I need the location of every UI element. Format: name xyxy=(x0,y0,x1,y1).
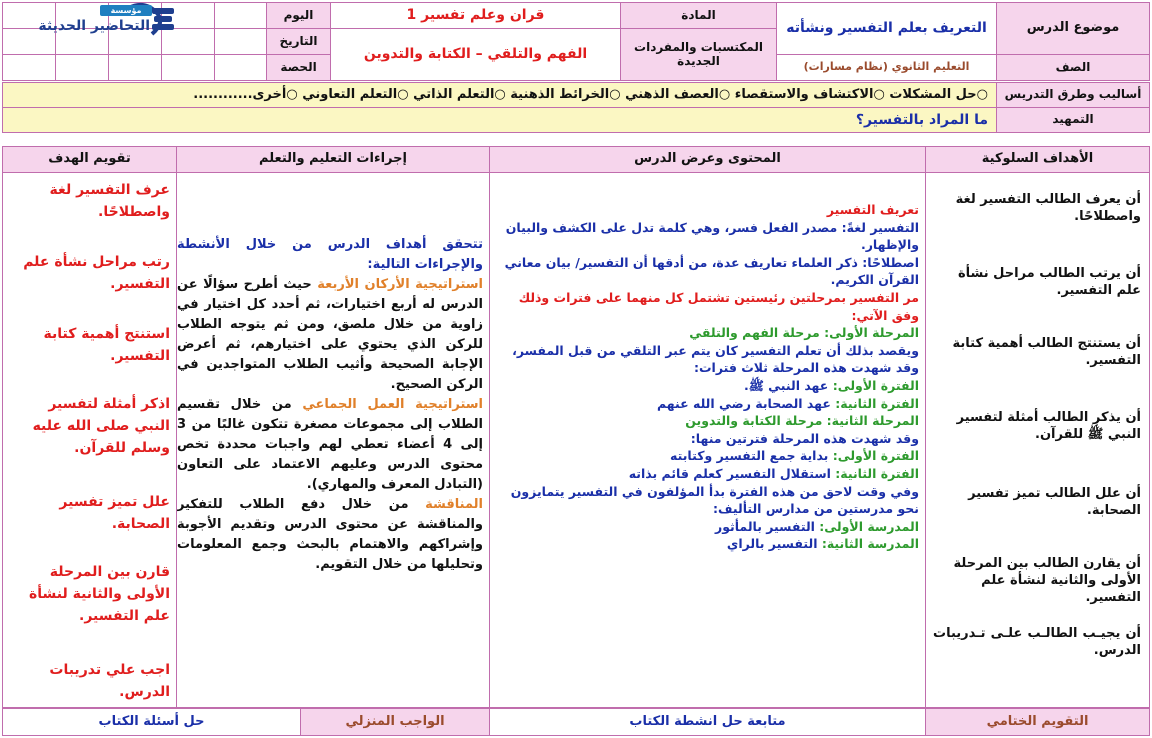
grade-value: التعليم الثانوي (نظام مسارات) xyxy=(776,54,997,81)
strategy-discussion-text: من خلال دفع الطلاب للتفكير والمناقشة عن محتوى الدرس وتقديم الأجوبة وإشراكهم والاهتمام بالبحث وجمع المعلومات وتحليلها من خلال التقويم. xyxy=(177,497,483,572)
methods-label: أساليب وطرق التدريس xyxy=(996,82,1150,108)
content-list xyxy=(499,201,919,553)
procedures-intro: تتحقق أهداف الدرس من خلال الأنشطة والإجراءات التالية: xyxy=(177,237,483,272)
footer-follow-up: متابعة حل انشطة الكتاب xyxy=(489,708,926,736)
methods-value: ○حل المشكلات ○الاكتشاف والاستقصاء ○العصف الذهني ○الخرائط الذهنية ○التعلم الذاتي ○التعلم التعاوني ○أخرى............ xyxy=(2,82,997,108)
footer-homework: الواجب المنزلي xyxy=(300,708,490,736)
evaluation-item: استنتج أهمية كتابة التفسير. xyxy=(43,326,170,364)
content-line xyxy=(499,535,919,553)
objective-item: أن يستنتج الطالب أهمية كتابة التفسير. xyxy=(952,336,1141,368)
date-label: التاريخ xyxy=(266,28,331,55)
subject-value: قران وعلم تفسير 1 xyxy=(330,2,621,29)
content-line: ويقصد بذلك أن تعلم التفسير كان يتم عبر التلقي من قبل المفسر، وقد شهدت هذه المرحلة ثلاث فترات: xyxy=(512,342,919,376)
objective-item: أن يذكر الطالب أمثلة لتفسير النبي ﷺ للقرآن. xyxy=(956,410,1141,442)
objective-item: أن يجيـب الطالـب علـى تـدريبات الدرس. xyxy=(933,626,1141,658)
content-line-text: التفسير بالراي xyxy=(726,536,818,552)
col-header-procedures: إجراءات التعليم والتعلم xyxy=(176,146,490,173)
strategy-discussion-title: المناقشة xyxy=(425,497,483,512)
strategy-group-work-text: من خلال تقسيم الطلاب إلى مجموعات مصغرة تتكون غالبًا من 3 إلى 4 أعضاء تعطي لهم واجبات محددة تخص محتوى الدرس وعليهم الاعتماد على التعاون (التبادل المعرف والمهاري). xyxy=(177,397,484,492)
period-label: الحصة xyxy=(266,54,331,81)
footer-final-eval: التقويم الختامي xyxy=(925,708,1150,736)
content-line: المرحلة الأولى: مرحلة الفهم والتلقي xyxy=(689,325,919,341)
grade-label: الصف xyxy=(996,54,1150,81)
objective-item: أن علل الطالب تميز تفسير الصحابة. xyxy=(968,486,1141,518)
content-line-text: استقلال التفسير كعلم قائم بذاته xyxy=(628,465,831,481)
content-line xyxy=(499,447,919,465)
content-line: اصطلاحًا: ذكر العلماء تعاريف عدة، من أدقها أن التفسير/ بيان معاني القرآن الكريم. xyxy=(504,254,919,288)
col-header-evaluation: تقويم الهدف xyxy=(2,146,177,173)
content-line-label: الفترة الثانية: xyxy=(830,465,919,481)
subject-label: المادة xyxy=(620,2,777,29)
footer-book-questions: حل أسئلة الكتاب xyxy=(2,708,301,736)
content-line-text: عهد الصحابة رضي الله عنهم xyxy=(656,395,831,411)
content-line-text: التفسير بالمأثور xyxy=(715,518,815,534)
content-line-label: الفترة الثانية: xyxy=(830,395,919,411)
topic-label: موضوع الدرس xyxy=(996,2,1150,55)
skills-value: الفهم والتلقي – الكتابة والتدوين xyxy=(330,28,621,81)
strategy-group-work-title: استراتيجية العمل الجماعي xyxy=(302,397,483,412)
content-line: تعريف التفسير xyxy=(826,202,919,217)
content-line-label: الفترة الأولى: xyxy=(828,377,919,393)
objective-item: أن يرتب الطالب مراحل نشأة علم التفسير. xyxy=(957,266,1141,298)
evaluation-item: رتب مراحل نشأة علم التفسير. xyxy=(23,254,170,292)
strategy-four-corners-text: حيث أطرح سؤالًا عن الدرس له أربع اختيارات، ثم أحدد كل اختيار في زاوية من خلال ملصق، ومن ثم يتوجه الطلاب للركن الذي يحتوي على اختيارهم، ثم أعرض الإجابة الصحيحة وأثيب الطلاب المتواجدين في الركن الصحيح. xyxy=(177,277,483,392)
content-line xyxy=(499,377,919,395)
content-line-label: المدرسة الثانية: xyxy=(817,536,919,552)
content-line: وفي وقت لاحق من هذه الفترة بدأ المؤلفون في التفسير يتمايزون نحو مدرستين من مدارس التأليف: xyxy=(510,483,919,517)
content-column xyxy=(489,172,926,708)
content-line: التفسير لغةً: مصدر الفعل فسر، وهي كلمة تدل على الكشف والبيان والإظهار. xyxy=(505,219,919,253)
content-line xyxy=(499,518,919,536)
content-line xyxy=(499,465,919,483)
content-line: المرحلة الثانية: مرحلة الكتابة والتدوين xyxy=(685,413,919,429)
evaluation-column xyxy=(2,172,177,708)
topic-value: التعريف بعلم التفسير ونشأته xyxy=(776,2,997,55)
content-line-label: المدرسة الأولى: xyxy=(814,518,919,534)
content-line-text: بداية جمع التفسير وكتابته xyxy=(670,448,829,464)
skills-label: المكتسبات والمفردات الجديدة xyxy=(620,28,777,81)
logo-org: مؤسسة xyxy=(100,5,152,16)
objectives-column xyxy=(925,172,1150,708)
strategy-four-corners-title: استراتيجية الأركان الأربعة xyxy=(317,277,483,292)
intro-label: التمهيد xyxy=(996,107,1150,133)
content-line: مر التفسير بمرحلتين رئيستين تشتمل كل منهما على فترات وذلك وفق الآتي: xyxy=(518,289,919,323)
day-label: اليوم xyxy=(266,2,331,29)
content-line-label: الفترة الأولى: xyxy=(828,448,919,464)
content-line-text: عهد النبي ﷺ. xyxy=(743,377,829,393)
intro-value: ما المراد بالتفسير؟ xyxy=(2,107,997,133)
procedures-text xyxy=(177,235,483,575)
col-header-content: المحتوى وعرض الدرس xyxy=(489,146,926,173)
objective-item: أن يعرف الطالب التفسير لغة واصطلاحًا. xyxy=(955,192,1141,224)
evaluation-item: عرف التفسير لغة واصطلاحًا. xyxy=(49,182,170,220)
evaluation-item: قارن بين المرحلة الأولى والثانية لنشأة علم التفسير. xyxy=(28,564,170,624)
col-header-objectives: الأهداف السلوكية xyxy=(925,146,1150,173)
content-line xyxy=(499,395,919,413)
procedures-column xyxy=(176,172,490,708)
logo-name: التحاضير الحديثة xyxy=(38,18,150,34)
evaluation-item: اذكر أمثلة لتفسير النبي صلى الله عليه وسلم للقرآن. xyxy=(32,396,170,456)
objective-item: أن يقارن الطالب بين المرحلة الأولى والثانية لنشأة علم التفسير. xyxy=(953,556,1141,605)
evaluation-item: اجب علي تدريبات الدرس. xyxy=(49,662,170,700)
logo xyxy=(2,2,182,36)
evaluation-item: علل تميز تفسير الصحابة. xyxy=(59,494,170,532)
content-line: وقد شهدت هذه المرحلة فترتين منها: xyxy=(690,430,919,446)
